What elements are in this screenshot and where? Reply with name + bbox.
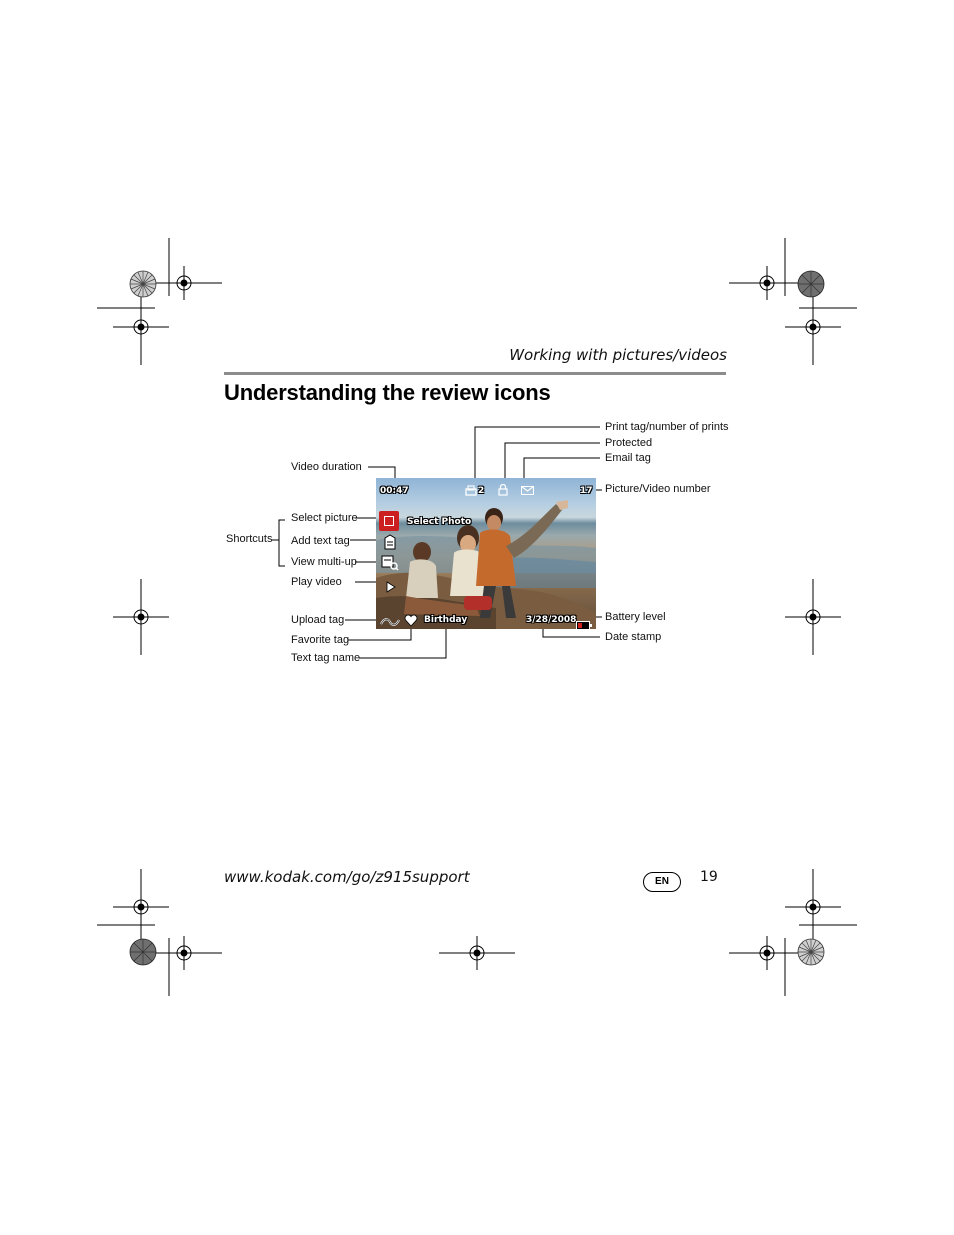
callout-protected: Protected — [605, 437, 653, 449]
camera-review-screen — [376, 478, 596, 629]
beach-photo — [376, 478, 596, 629]
header-rule — [224, 372, 726, 375]
language-badge: EN — [643, 872, 681, 892]
select-square-icon[interactable] — [379, 511, 399, 531]
callout-print-tag: Print tag/number of prints — [605, 421, 729, 433]
page-number: 19 — [700, 869, 718, 885]
multi-up-icon[interactable] — [381, 555, 399, 575]
video-duration: 00:47 — [380, 486, 409, 496]
callout-date-stamp: Date stamp — [605, 631, 662, 643]
lock-icon — [498, 484, 508, 499]
callout-shortcuts: Shortcuts — [226, 533, 273, 545]
print-icon — [465, 485, 477, 499]
callout-upload-tag: Upload tag — [291, 614, 345, 626]
callout-email-tag: Email tag — [605, 452, 651, 464]
text-tag-name: Birthday — [424, 615, 468, 625]
callout-play-video: Play video — [291, 576, 342, 588]
callout-select-picture: Select picture — [291, 512, 358, 524]
callout-text-tag-name: Text tag name — [291, 652, 361, 664]
support-url: www.kodak.com/go/z915support — [224, 868, 470, 886]
callout-battery-level: Battery level — [605, 611, 666, 623]
print-count: 2 — [478, 486, 485, 496]
play-icon[interactable] — [386, 578, 396, 597]
upload-icon — [380, 613, 400, 629]
envelope-icon — [521, 486, 534, 498]
section-header: Working with pictures/videos — [509, 346, 727, 364]
text-tag-icon[interactable] — [382, 534, 398, 554]
callout-add-text-tag: Add text tag — [291, 535, 350, 547]
battery-icon — [576, 615, 592, 629]
date-stamp: 3/28/2008 — [526, 615, 577, 625]
callout-video-duration: Video duration — [291, 461, 362, 473]
heart-icon — [404, 612, 418, 629]
select-photo-label: Select Photo — [407, 517, 472, 527]
callout-picture-number: Picture/Video number — [605, 483, 711, 495]
callout-favorite-tag: Favorite tag — [291, 634, 350, 646]
picture-number: 17 — [580, 486, 593, 496]
callout-view-multi-up: View multi-up — [291, 556, 357, 568]
page-title: Understanding the review icons — [224, 380, 551, 405]
